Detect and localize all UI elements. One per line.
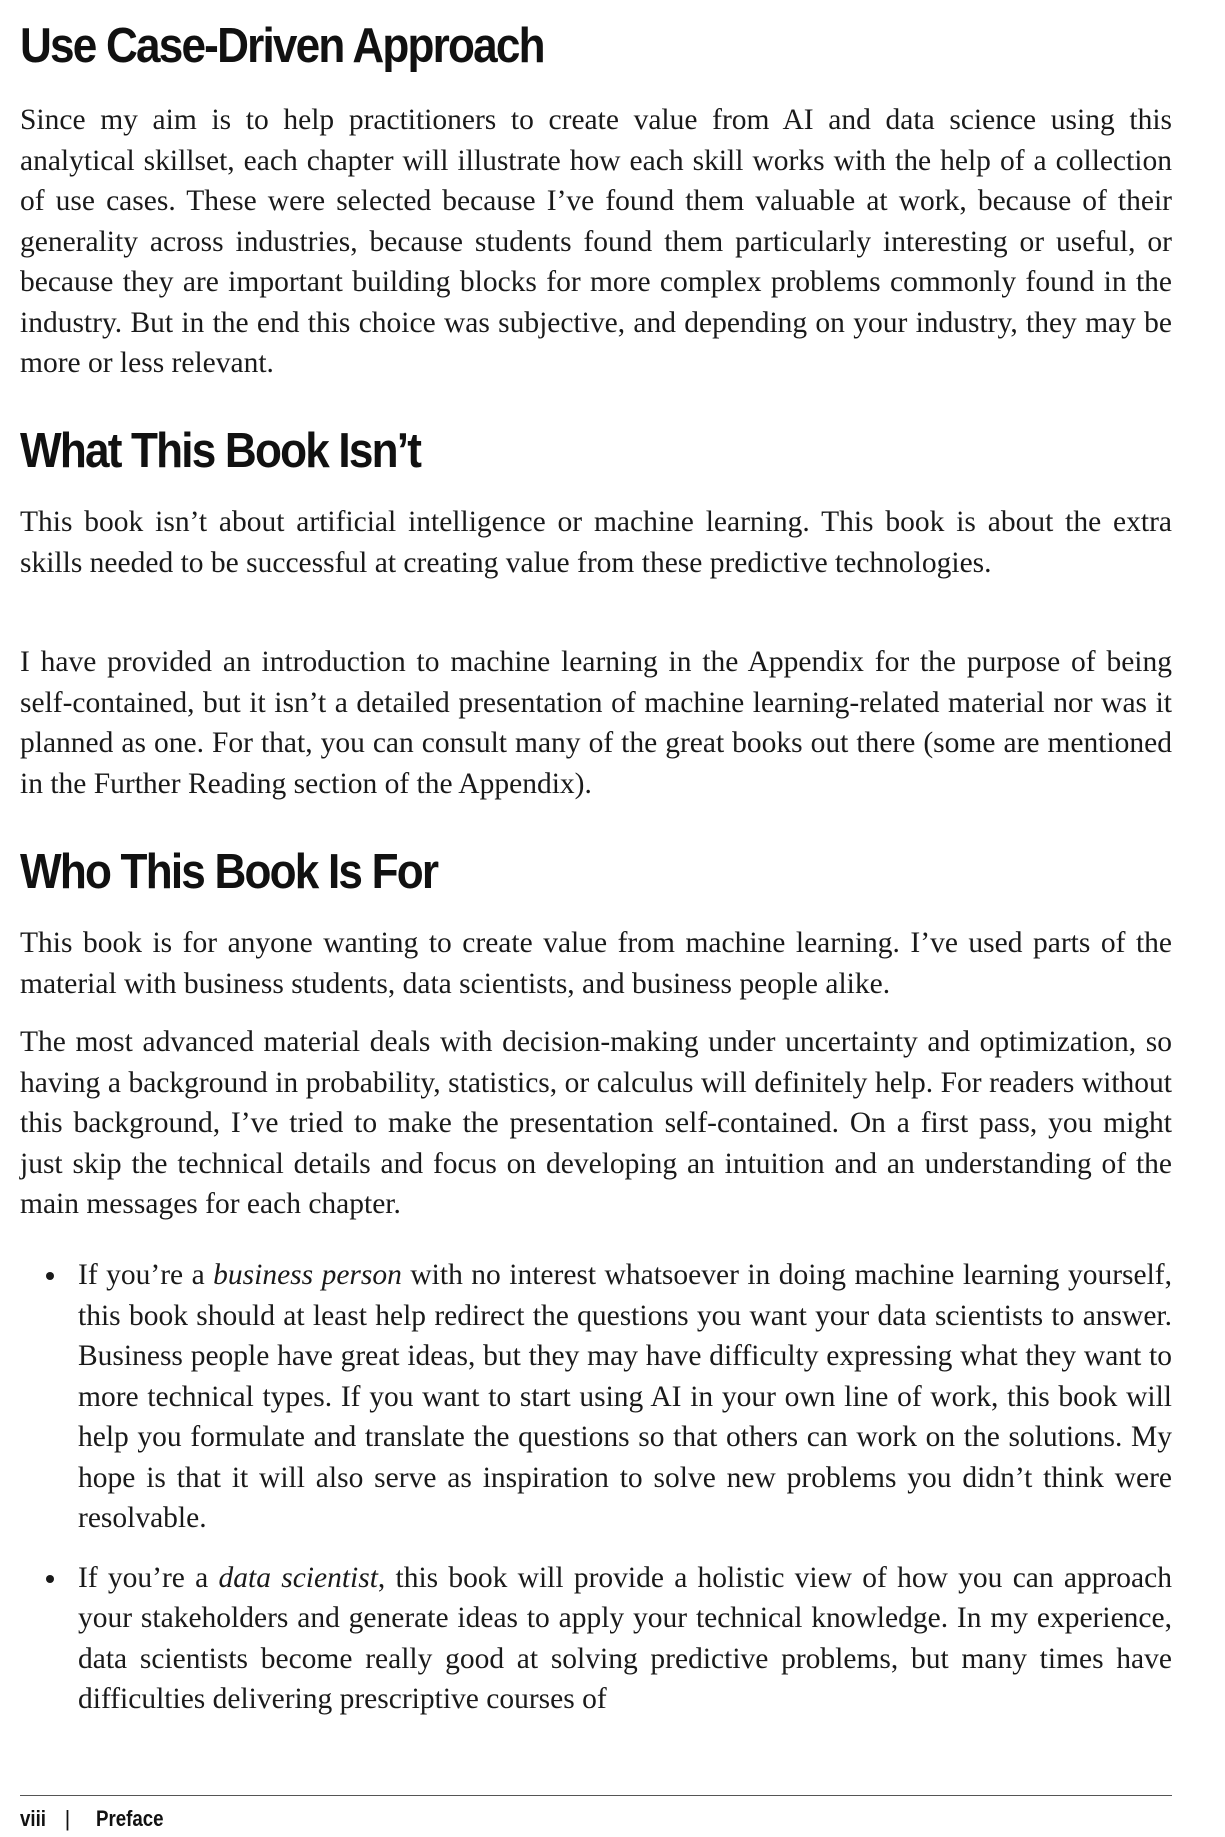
bullet-body: , this book will provide a holistic view of how you can approach your stakeholders and generate ideas to apply your technical knowledge. In my experience, data scientists become really good at solving predictive problems, but many times have difficulties delivering prescriptive courses of — [78, 1561, 1172, 1715]
bullet-text — [78, 1255, 1172, 1539]
paragraph-who-1: This book is for anyone wanting to create value from machine learning. I’ve used parts of the material with business students, data scientists, and business people alike. — [20, 927, 1172, 1000]
footer-section-title: Preface — [96, 1806, 164, 1831]
section-heading-who-this-book-is-for: Who This Book Is For — [20, 845, 438, 899]
bullet-emphasis: business person — [213, 1259, 402, 1291]
bullet-data-scientist — [20, 1558, 1172, 1720]
page-number: viii — [20, 1806, 46, 1831]
paragraph-who-2: The most advanced material deals with decision-making under uncertainty and optimization, so having a background in probability, statistics, or calculus will definitely help. For readers without this background, I’ve tried to make the presentation self-contained. On a first pass, you might just skip the technical details and focus on developing an intuition and an understanding of the main messages for each chapter. — [20, 1026, 1172, 1220]
bullet-text — [78, 1558, 1172, 1720]
paragraph-isnt-2: I have provided an introduction to machine learning in the Appendix for the purpose of being self-contained, but it isn’t a detailed presentation of machine learning-related material nor was it planned as one. For that, you can consult many of the great books out there (some are mentioned in the Further Reading section of the Appendix). — [20, 646, 1172, 800]
page-footer — [20, 1806, 176, 1832]
audience-bullet-list — [20, 1255, 1172, 1739]
paragraph-use-case: Since my aim is to help practitioners to create value from AI and data science using this analytical skillset, each chapter will illustrate how each skill works with the help of a collection of use cases. These were selected because I’ve found them valuable at work, because of their generality across industries, because students found them particularly interesting or useful, or because they are important building blocks for more complex problems commonly found in the industry. But in the end this choice was subjective, and depending on your industry, they may be more or less relevant. — [20, 104, 1172, 379]
bullet-prefix: If you’re a — [78, 1259, 214, 1291]
bullet-prefix: If you’re a — [78, 1561, 219, 1594]
bullet-dot-icon — [46, 1575, 54, 1583]
section-heading-what-this-book-isnt: What This Book Isn’t — [20, 424, 421, 478]
section-heading-use-case: Use Case-Driven Approach — [20, 19, 544, 73]
bullet-business-person — [20, 1255, 1172, 1539]
bullet-body: with no interest whatsoever in doing machine learning yourself, this book should at least help redirect the questions you want your data scientists to answer. Business people have great ideas, but they may have difficulty expressing what they want to more technical types. If you want to start using AI in your own line of work, this book will help you formulate and translate the questions so that others can work on the solutions. My hope is that it will also serve as inspiration to solve new problems you didn’t think were resolvable. — [78, 1259, 1172, 1534]
bullet-dot-icon — [46, 1272, 54, 1280]
footer-separator: | — [64, 1806, 71, 1831]
bullet-emphasis: data scientist — [218, 1561, 378, 1594]
paragraph-isnt-1: This book isn’t about artificial intelligence or machine learning. This book is about the extra skills needed to be successful at creating value from these predictive technologies. — [20, 506, 1172, 579]
footer-divider — [20, 1795, 1172, 1796]
